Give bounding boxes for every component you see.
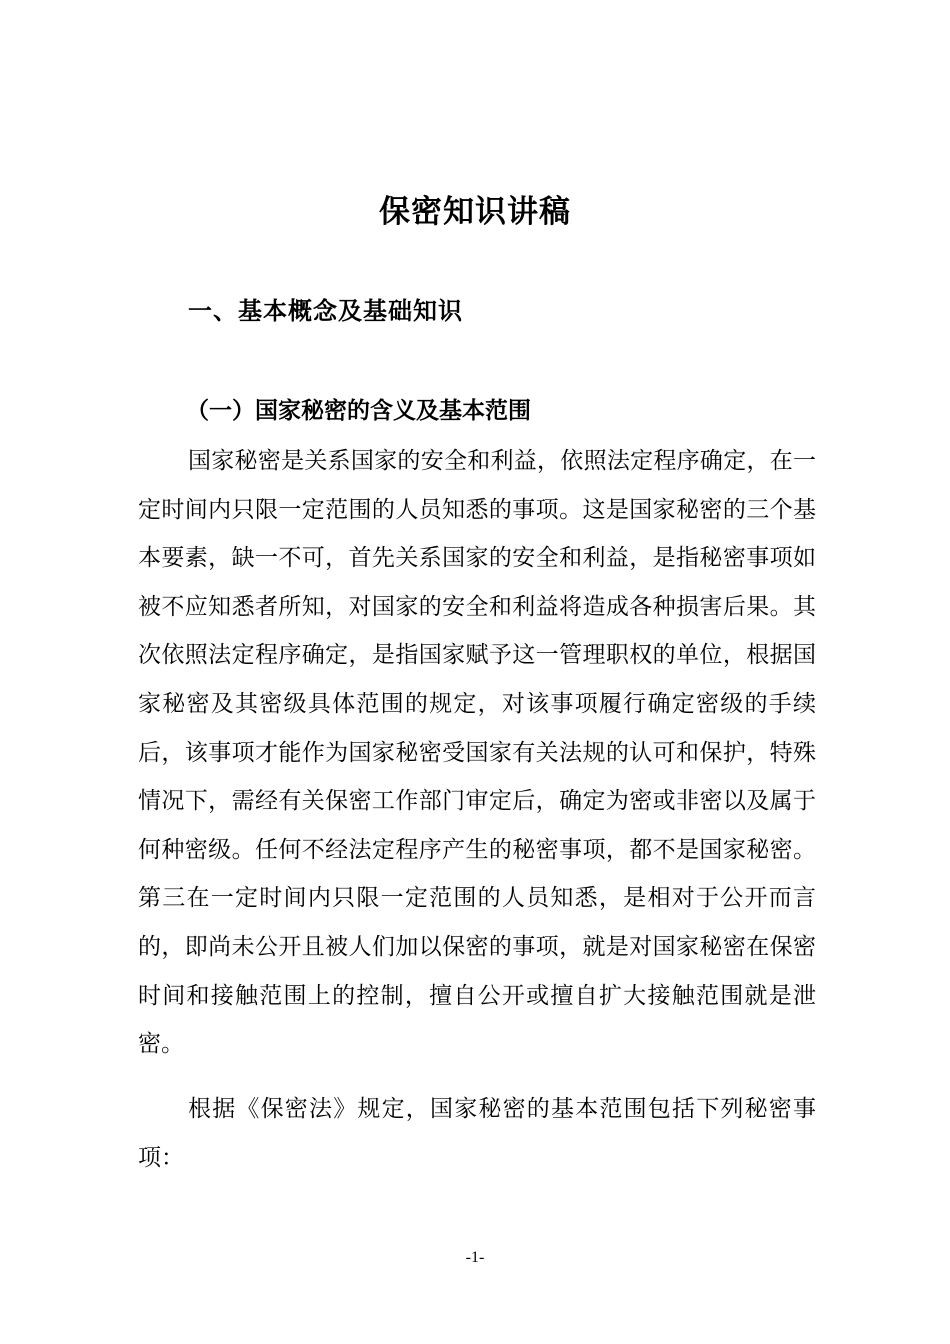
subsection-heading: （一）国家秘密的含义及基本范围 (186, 397, 531, 424)
body-paragraph: 国家秘密是关系国家的安全和利益，依照法定程序确定，在一定时间内只限一定范围的人员知悉的事项。这是国家秘密的三个基本要素，缺一不可，首先关系国家的安全和利益，是指秘密事项如被不应知悉者所知，对国家的安全和利益将造成各种损害后果。其次依照法定程序确定，是指国家赋予这一管理职权的单位，根据国家秘密及其密级具体范围的规定，对该事项履行确定密级的手续后，该事项才能作为国家秘密受国家有关法规的认可和保护，特殊情况下，需经有关保密工作部门审定后，确定为密或非密以及属于何种密级。任何不经法定程序产生的秘密事项，都不是国家秘密。第三在一定时间内只限一定范围的人员知悉，是相对于公开而言的，即尚未公开且被人们加以保密的事项，就是对国家秘密在保密时间和接触范围上的控制，擅自公开或擅自扩大接触范围就是泄密。 (138, 448, 816, 1058)
document-title: 保密知识讲稿 (379, 194, 571, 230)
page-number: -1- (465, 1249, 485, 1266)
body-paragraph: 根据《保密法》规定，国家秘密的基本范围包括下列秘密事项： (138, 1096, 816, 1171)
section-heading: 一、基本概念及基础知识 (188, 297, 463, 325)
